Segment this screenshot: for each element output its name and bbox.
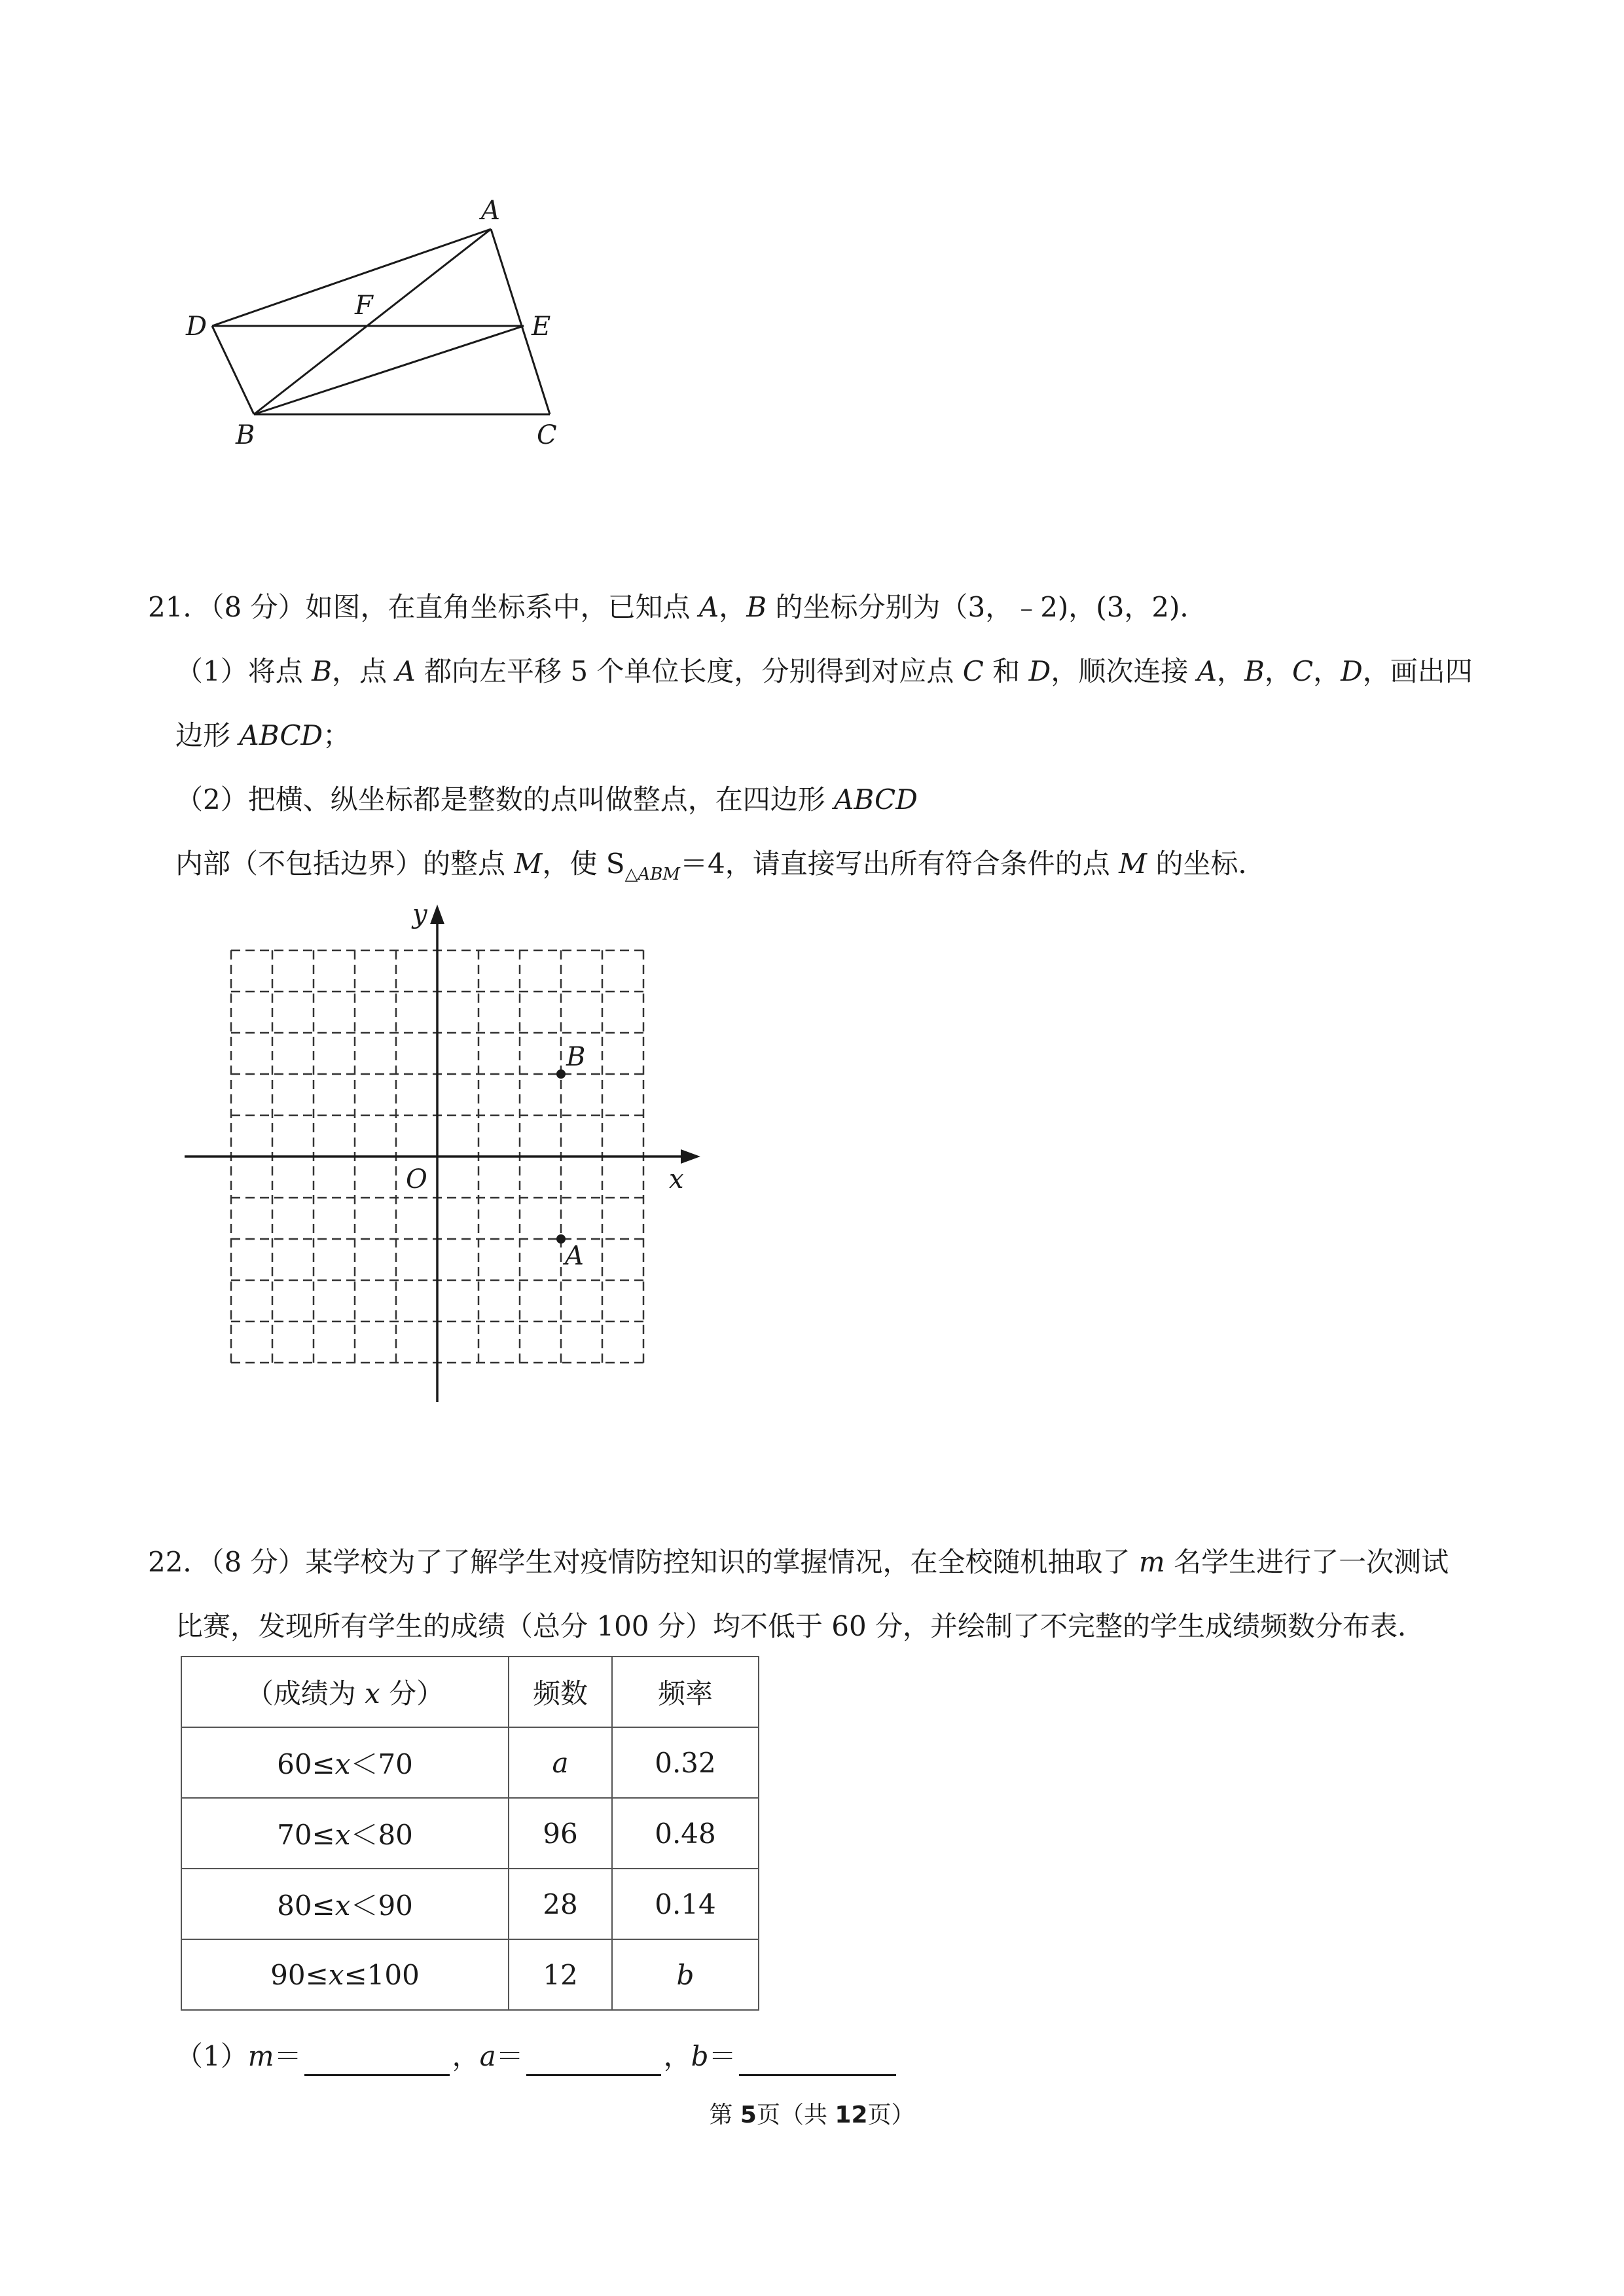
- header-frequency: 频率: [612, 1657, 759, 1727]
- q21-part2: （2）把横、纵坐标都是整数的点叫做整点，在四边形 ABCD: [175, 783, 918, 816]
- segment-BA: [254, 229, 491, 414]
- q21-part2-cont: 内部（不包括边界）的整点 M，使 $S_{\triangle ABM}=4$，请直接写出所有符合条件的点 M 的坐标．: [175, 848, 1266, 884]
- point-B-label: B: [566, 1042, 586, 1072]
- point-A-label: A: [565, 1241, 584, 1271]
- geometry-figure: [170, 190, 576, 465]
- coordinate-grid: [177, 897, 713, 1407]
- cell-range: 60≤x＜70: [181, 1727, 509, 1798]
- q21-part1: （1）将点 B，点 A 都向左平移 5 个单位长度，分别得到对应点 C 和 D，顺次连接 A，B，C，D，画出四: [175, 655, 1473, 687]
- label-A: A: [481, 196, 500, 226]
- header-score: （成绩为 x 分）: [181, 1657, 509, 1727]
- segment-DA: [212, 229, 491, 326]
- point-B: [556, 1069, 566, 1079]
- cell-count: a: [509, 1727, 612, 1798]
- answer-blank-m[interactable]: [304, 2043, 450, 2076]
- segment-BD: [212, 326, 254, 414]
- label-E: E: [532, 312, 551, 342]
- question-21: [148, 588, 1523, 889]
- page-total: 12: [835, 2102, 868, 2128]
- table-row: [181, 1798, 759, 1869]
- cell-range: 70≤x＜80: [181, 1798, 509, 1869]
- q22-part1: （1）m＝ ，a＝ ，b＝: [175, 2037, 899, 2076]
- q21-stem: 21．（8 分）如图，在直角坐标系中，已知点 A，B 的坐标分别为（3，﹣2)，(3，2)．: [148, 591, 1208, 623]
- table-header-row: [181, 1657, 759, 1727]
- cell-frequency: 0.32: [612, 1727, 759, 1798]
- cell-count: 12: [509, 1939, 612, 2010]
- cell-count: 96: [509, 1798, 612, 1869]
- label-F: F: [355, 291, 373, 321]
- label-D: D: [186, 312, 208, 342]
- table-row: [181, 1939, 759, 2010]
- q21-part1-cont: 边形 ABCD；: [175, 719, 351, 751]
- label-B: B: [236, 420, 255, 450]
- cell-frequency: 0.48: [612, 1798, 759, 1869]
- frequency-table: [181, 1656, 759, 2011]
- cell-count: 28: [509, 1869, 612, 1939]
- q22-stem: 22．（8 分）某学校为了了解学生对疫情防控知识的掌握情况，在全校随机抽取了 m 名学生进行了一次测试: [148, 1546, 1449, 1578]
- answer-blank-a[interactable]: [526, 2043, 661, 2076]
- table-row: [181, 1727, 759, 1798]
- cell-range: 80≤x＜90: [181, 1869, 509, 1939]
- table-row: [181, 1869, 759, 1939]
- point-A: [556, 1234, 566, 1244]
- page-footer: 第 5页（共 12页）: [709, 2102, 915, 2128]
- y-axis-arrow-icon: [430, 905, 444, 924]
- origin-label: O: [406, 1164, 427, 1194]
- cell-frequency: b: [612, 1939, 759, 2010]
- header-count: 频数: [509, 1657, 612, 1727]
- x-axis-label: x: [669, 1164, 684, 1194]
- label-C: C: [537, 420, 557, 450]
- page-number: 5: [740, 2102, 757, 2128]
- x-axis-arrow-icon: [681, 1149, 700, 1164]
- y-axis-label: y: [412, 899, 427, 929]
- segment-BE: [254, 326, 524, 414]
- cell-frequency: 0.14: [612, 1869, 759, 1939]
- cell-range: 90≤x≤100: [181, 1939, 509, 2010]
- q22-stem-cont: 比赛，发现所有学生的成绩（总分 100 分）均不低于 60 分，并绘制了不完整的学生成绩频数分布表．: [175, 1610, 1426, 1642]
- answer-blank-b[interactable]: [739, 2043, 896, 2076]
- question-22: [148, 1543, 1523, 1647]
